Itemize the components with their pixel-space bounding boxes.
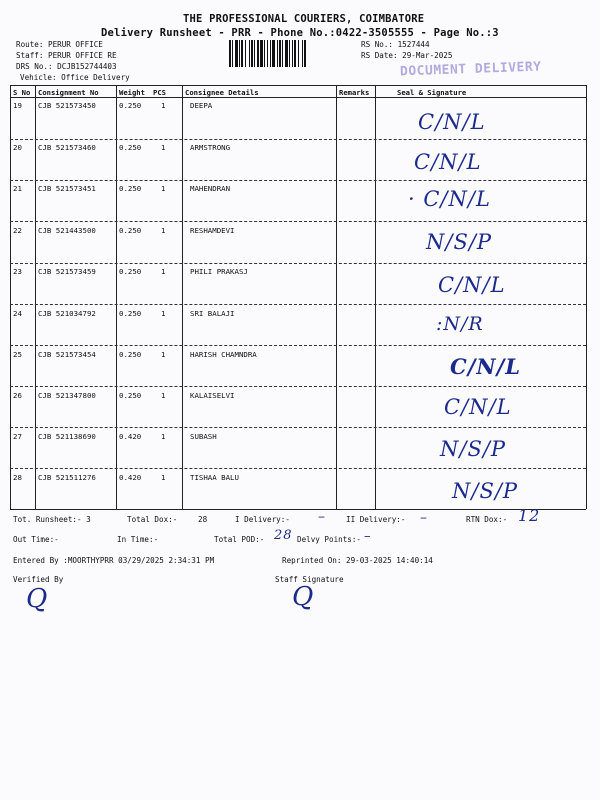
row-weight: 0.250 <box>119 350 142 359</box>
total-dox-label: Total Dox:- <box>127 515 178 524</box>
i-delivery-mark: – <box>318 509 326 525</box>
row-consignee: HARISH CHAMNDRA <box>190 350 257 359</box>
row-consignment: CJB 521573460 <box>38 143 96 152</box>
verified-signature: Q <box>26 584 49 614</box>
in-time-label: In Time:- <box>117 535 159 544</box>
row-consignee: DEEPA <box>190 101 213 110</box>
row-pcs: 1 <box>161 309 166 318</box>
total-pod-hand: 28 <box>274 528 293 543</box>
row-seal: N/S/P <box>440 437 507 461</box>
row-consignee: TISHAA BALU <box>190 473 239 482</box>
row-consignment: CJB 521443500 <box>38 226 96 235</box>
row-consignee: ARMSTRONG <box>190 143 231 152</box>
row-consignment: CJB 521573451 <box>38 184 96 193</box>
row-weight: 0.420 <box>119 432 142 441</box>
row-pcs: 1 <box>161 473 166 482</box>
row-weight: 0.250 <box>119 391 142 400</box>
row-pcs: 1 <box>161 432 166 441</box>
row-seal: C/N/L <box>450 354 522 379</box>
row-consignee: RESHAMDEVI <box>190 226 235 235</box>
i-delivery-label: I Delivery:- <box>235 515 290 524</box>
row-weight: 0.250 <box>119 267 142 276</box>
rs-date: RS Date: 29-Mar-2025 <box>361 51 453 60</box>
row-consignment: CJB 521138690 <box>38 432 96 441</box>
col-sno: S No <box>13 88 31 97</box>
rtn-dox-hand: 12 <box>518 506 541 525</box>
staff-label: Staff: PERUR OFFICE RE <box>16 51 117 60</box>
row-consignee: SRI BALAJI <box>190 309 235 318</box>
row-seal: C/N/L <box>418 110 486 134</box>
verified-by-label: Verified By <box>13 575 64 584</box>
delvy-points-mark: – <box>364 529 372 544</box>
row-consignee: KALAISELVI <box>190 391 235 400</box>
row-consignee: PHILI PRAKASJ <box>190 267 248 276</box>
barcode-bar <box>306 40 307 67</box>
row-seal: N/S/P <box>452 479 519 503</box>
ii-delivery-label: II Delivery:- <box>346 515 406 524</box>
row-consignment: CJB 521347800 <box>38 391 96 400</box>
reprinted-on: Reprinted On: 29-03-2025 14:40:14 <box>282 556 433 565</box>
row-consignee: MAHENDRAN <box>190 184 231 193</box>
row-sno: 28 <box>13 473 22 482</box>
document-delivery-stamp: DOCUMENT DELIVERY <box>399 59 542 80</box>
col-pcs: PCS <box>153 88 166 97</box>
row-pcs: 1 <box>161 143 166 152</box>
vehicle-label: Vehicle: Office Delivery <box>20 73 130 82</box>
col-consignment: Consignment No <box>38 88 99 97</box>
row-pcs: 1 <box>161 184 166 193</box>
row-weight: 0.250 <box>119 143 142 152</box>
route-label: Route: PERUR OFFICE <box>16 40 103 49</box>
row-consignee: SUBASH <box>190 432 217 441</box>
row-consignment: CJB 521573454 <box>38 350 96 359</box>
row-weight: 0.250 <box>119 101 142 110</box>
barcode <box>229 40 307 67</box>
row-sno: 23 <box>13 267 22 276</box>
row-seal: N/S/P <box>426 230 493 254</box>
col-seal-signature: Seal & Signature <box>397 88 467 97</box>
col-remarks: Remarks <box>339 88 370 97</box>
row-sno: 21 <box>13 184 22 193</box>
row-seal: C/N/L <box>438 273 506 297</box>
rs-number: RS No.: 1527444 <box>361 40 430 49</box>
row-pcs: 1 <box>161 350 166 359</box>
row-consignment: CJB 521034792 <box>38 309 96 318</box>
row-consignment: CJB 521573450 <box>38 101 96 110</box>
out-time-label: Out Time:- <box>13 535 59 544</box>
row-seal: :N/R <box>436 313 484 335</box>
tot-runsheet: Tot. Runsheet:- 3 <box>13 515 91 524</box>
row-sno: 26 <box>13 391 22 400</box>
row-sno: 24 <box>13 309 22 318</box>
total-pod-label: Total POD:- <box>214 535 265 544</box>
rtn-dox-label: RTN Dox:- <box>466 515 508 524</box>
company-name: THE PROFESSIONAL COURIERS, COIMBATORE <box>183 13 425 25</box>
row-weight: 0.250 <box>119 226 142 235</box>
row-sno: 22 <box>13 226 22 235</box>
delvy-points-label: Delvy Points:- <box>297 535 362 544</box>
row-pcs: 1 <box>161 391 166 400</box>
row-consignment: CJB 521573459 <box>38 267 96 276</box>
row-pcs: 1 <box>161 226 166 235</box>
row-weight: 0.250 <box>119 309 142 318</box>
col-consignee: Consignee Details <box>185 88 259 97</box>
drs-number: DRS No.: DCJB152744403 <box>16 62 117 71</box>
row-seal: C/N/L <box>414 150 482 174</box>
col-weight: Weight <box>119 88 145 97</box>
row-weight: 0.420 <box>119 473 142 482</box>
row-seal: · C/N/L <box>408 187 491 211</box>
staff-signature: Q <box>292 582 315 612</box>
row-sno: 27 <box>13 432 22 441</box>
row-sno: 25 <box>13 350 22 359</box>
row-consignment: CJB 521511276 <box>38 473 96 482</box>
row-sno: 19 <box>13 101 22 110</box>
row-pcs: 1 <box>161 267 166 276</box>
row-seal: C/N/L <box>444 395 512 419</box>
row-pcs: 1 <box>161 101 166 110</box>
total-dox-value: 28 <box>198 515 208 524</box>
ii-delivery-mark: – <box>420 510 428 526</box>
entered-by: Entered By :MOORTHYPRR 03/29/2025 2:34:31 PM <box>13 556 215 565</box>
runsheet-title: Delivery Runsheet - PRR - Phone No.:0422-3505555 - Page No.:3 <box>101 27 499 39</box>
row-sno: 20 <box>13 143 22 152</box>
staff-signature-label: Staff Signature <box>275 575 344 584</box>
row-weight: 0.250 <box>119 184 142 193</box>
